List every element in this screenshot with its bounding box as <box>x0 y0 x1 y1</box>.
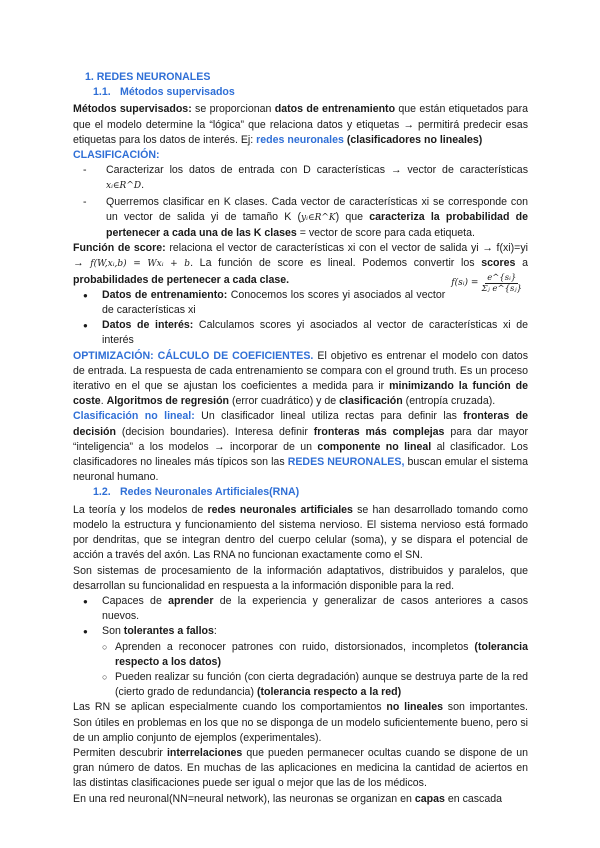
sub-bullet-tolerancia-red <box>102 670 528 700</box>
text: . <box>100 395 107 408</box>
text: Pueden realizar su función (con cierta degradación) aunque se destruya parte de la red (cierto grado de redundancia) <box>115 670 528 699</box>
formula-denominator: Σⱼ e^{sⱼ} <box>481 283 522 294</box>
text: La teoría y los modelos de <box>73 503 208 516</box>
text: Aprenden a reconocer patrones con ruido, distorsionados, incompletos <box>115 640 475 653</box>
subsection-heading-metodos-supervisados <box>93 85 528 100</box>
paragraph-permiten <box>73 746 528 792</box>
highlight-term: Clasificación no lineal: <box>73 410 195 423</box>
paragraph-rna-teoria <box>73 503 528 564</box>
text: Son <box>102 625 124 638</box>
paragraph-clasificacion-no-lineal <box>73 409 528 485</box>
text: (decision boundaries). Interesa definir <box>115 425 314 438</box>
clasificacion-heading: CLASIFICACIÓN: <box>73 149 160 162</box>
bold-term: fronteras más complejas <box>313 425 445 438</box>
subsection-number: 1.2. <box>93 486 111 499</box>
paragraph-rna-sistemas: Son sistemas de procesamiento de la información adaptativos, distribuidos y paralelos, que desarrollan su funcionalidad en respuesta a la información disponible para la red. <box>73 564 528 592</box>
text: Permiten descubrir <box>73 746 167 759</box>
text: relaciona el vector de características xi con el vector de salida yi → f(xi)=yi → <box>73 242 528 270</box>
text: Calculamos scores yi asociados al vector de características xi de interés <box>102 319 529 347</box>
text: Un clasificador lineal utiliza rectas para definir las <box>194 410 464 423</box>
bold-term: interrelaciones <box>166 746 243 759</box>
list-item-caracterizar <box>83 163 528 194</box>
text: Conocemos los scores yi asociados al vector de características xi <box>102 288 446 317</box>
math-inline: xᵢ∈R^D <box>106 181 142 192</box>
bullet-tolerantes <box>81 624 528 639</box>
bold-term: capas <box>414 792 445 805</box>
bold-term: minimizando la función de coste <box>73 380 528 408</box>
text: : <box>213 625 217 638</box>
highlight-term: OPTIMIZACIÓN: CÁLCULO DE COEFICIENTES. <box>73 349 314 362</box>
text: Las RN se aplican especialmente cuando los comportamientos <box>73 701 387 714</box>
math-inline: yᵢ∈R^K <box>301 212 336 223</box>
section-heading-redes-neuronales: 1. REDES NEURONALES <box>85 71 211 83</box>
bold-term: (clasificadores no lineales) <box>343 133 483 146</box>
text: = vector de score para cada etiqueta. <box>296 227 475 240</box>
text: son importantes. Son útiles en problemas en los que no se disponga de un modelo suficientemente bueno, pero si de un amplio conjunto de ejemplos (experimentales). <box>73 701 528 744</box>
bold-term: componente no lineal <box>317 440 432 453</box>
list-item-clasificar <box>83 195 528 242</box>
math-inline: f(W,xᵢ,b) = Wxᵢ + b <box>90 259 191 270</box>
bullet-datos-interes <box>81 318 528 348</box>
text: Querremos clasificar en K clases. Cada vector de características xi se corresponde con un vector de salida yi de tamaño K ( <box>106 195 528 223</box>
bold-term: probabilidades de pertenecer a cada clase. <box>73 273 290 286</box>
bold-term: (tolerancia respecto a la red) <box>256 686 402 699</box>
bold-term: clasificación <box>339 395 403 408</box>
bold-term: Algoritmos de regresión <box>106 395 230 408</box>
bold-term: Métodos supervisados: <box>73 103 192 116</box>
text: El objetivo es entrenar el modelo con datos de entrada. La respuesta de cada entrenamiento se compara con el ground truth. Es un proceso iterativo en el que se ajustan los coeficientes a medida para ir <box>73 349 528 393</box>
bullet-datos-entrenamiento <box>81 288 528 318</box>
text: en cascada <box>444 792 503 805</box>
text: para dar mayor “inteligencia” a los modelos → incorporar de un <box>73 425 529 453</box>
text: se han desarrollado tomando como modelo la estructura y funcionamiento del sistema nervioso. El sistema nervioso está formado por dendritas, que se integran dentro del cuerpo celular (soma), y se dispara el potencial de acción a través del axón. Las RNA no funcionan exactamente como el SN. <box>73 503 529 562</box>
bold-term: (tolerancia respecto a los datos) <box>115 640 528 668</box>
paragraph-optimizacion <box>73 349 528 410</box>
bold-term: caracteriza la probabilidad de pertenecer a cada una de las K clases <box>106 210 528 240</box>
text: de la experiencia y generalizar de casos anteriores a casos nuevos. <box>102 594 529 623</box>
text: se proporcionan <box>191 103 275 116</box>
bold-term: aprender <box>168 594 214 607</box>
bold-term: tolerantes a fallos <box>123 625 214 638</box>
document-page <box>73 70 528 807</box>
text: a <box>515 257 528 270</box>
text: En una red neuronal(NN=neural network), las neuronas se organizan en <box>73 792 415 805</box>
text: (entropía cruzada). <box>402 395 496 408</box>
text: ) que <box>335 210 370 223</box>
text: al clasificador. Los clasificadores no lineales más típicos son las <box>73 440 528 469</box>
text: que pueden permanecer ocultas cuando se dispone de un gran número de datos. En muchas de las aplicaciones en medicina la cantidad de aciertos en las distintas clasificaciones puede ser igual o mejor que las de los médicos. <box>73 746 528 790</box>
bold-term: Datos de entrenamiento: <box>102 288 228 301</box>
bold-term: Función de score: <box>73 242 166 255</box>
subsection-number: 1.1. <box>93 86 111 99</box>
text: que están etiquetados para que el modelo determine la “lógica” que relaciona datos y etiquetas → permitirá predecir esas etiquetas para los datos de interés. Ej: <box>73 103 528 146</box>
highlight-term: redes neuronales <box>256 133 344 146</box>
text: buscan emular el sistema neuronal humano. <box>73 456 528 484</box>
subsection-heading-rna <box>93 485 528 500</box>
bold-term: datos de entrenamiento <box>274 103 396 116</box>
text: Caracterizar los datos de entrada con D características → vector de características <box>106 164 528 177</box>
formula-lhs: f(sᵢ) = <box>451 277 479 288</box>
text: . La función de score es lineal. Podemos convertir los <box>190 257 482 270</box>
subsection-title: Métodos supervisados <box>120 86 235 99</box>
paragraph-metodos-supervisados <box>73 102 528 148</box>
text: Capaces de <box>102 594 169 607</box>
sub-bullet-tolerancia-datos <box>102 640 528 670</box>
paragraph-red-neuronal-capas <box>73 792 528 807</box>
paragraph-rn-aplicaciones <box>73 700 528 746</box>
formula-numerator: e^{sᵢ} <box>487 272 517 283</box>
bold-term: fronteras de decisión <box>73 410 528 438</box>
bold-term: no lineales <box>386 701 443 714</box>
text: . <box>141 179 145 192</box>
bold-term: redes neuronales artificiales <box>207 503 353 516</box>
subsection-title: Redes Neuronales Artificiales(RNA) <box>120 486 300 499</box>
bold-term: Datos de interés: <box>102 319 194 332</box>
bullet-aprender <box>81 594 528 624</box>
highlight-term: REDES NEURONALES, <box>287 456 405 469</box>
bold-term: scores <box>481 257 516 270</box>
text: (error cuadrático) y de <box>229 395 340 408</box>
